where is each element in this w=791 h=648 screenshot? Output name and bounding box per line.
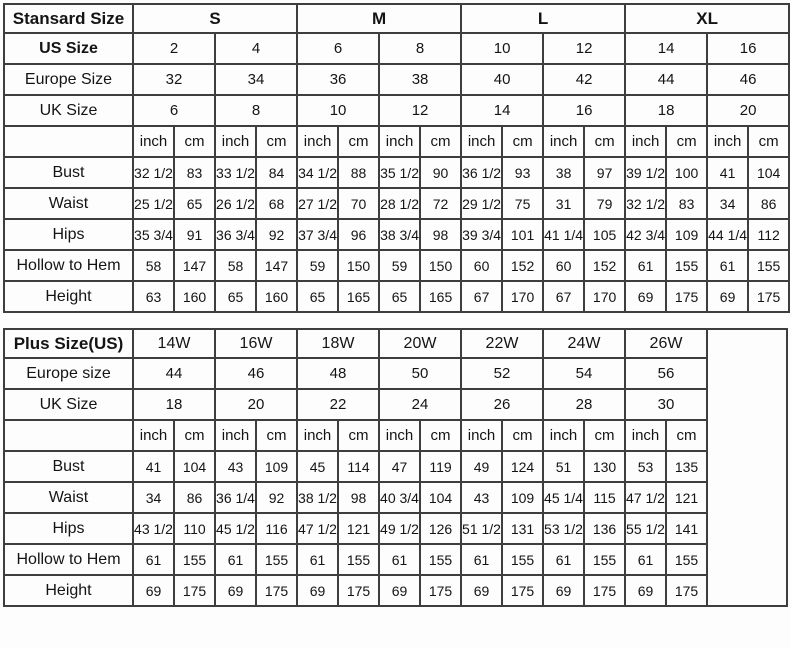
unit-cell: inch <box>297 420 338 451</box>
size-value-cell: 50 <box>379 358 461 389</box>
unit-cell: cm <box>748 126 789 157</box>
size-group-cell: 16W <box>215 329 297 358</box>
measurement-value-cell: 59 <box>297 250 338 281</box>
measurement-value-cell: 72 <box>420 188 461 219</box>
measurement-value-cell: 45 1/4 <box>543 482 584 513</box>
measurement-value-cell: 51 1/2 <box>461 513 502 544</box>
measurement-value-cell: 69 <box>461 575 502 606</box>
measurement-value-cell: 109 <box>666 219 707 250</box>
size-value-cell: 12 <box>543 33 625 64</box>
measurement-value-cell: 96 <box>338 219 379 250</box>
measurement-value-cell: 38 1/2 <box>297 482 338 513</box>
size-value-cell: 42 <box>543 64 625 95</box>
measurement-value-cell: 47 <box>379 451 420 482</box>
size-value-cell: 18 <box>625 95 707 126</box>
measurement-value-cell: 155 <box>338 544 379 575</box>
size-group-cell: 26W <box>625 329 707 358</box>
empty-column-cell <box>707 329 787 606</box>
measurement-value-cell: 160 <box>174 281 215 312</box>
measurement-value-cell: 65 <box>174 188 215 219</box>
size-group-cell: S <box>133 4 297 33</box>
table-row <box>4 482 787 513</box>
measurement-value-cell: 37 3/4 <box>297 219 338 250</box>
measurement-value-cell: 65 <box>215 281 256 312</box>
measurement-value-cell: 175 <box>666 575 707 606</box>
unit-cell: cm <box>174 126 215 157</box>
measurement-value-cell: 69 <box>379 575 420 606</box>
unit-cell: inch <box>215 126 256 157</box>
measurement-value-cell: 36 1/4 <box>215 482 256 513</box>
measurement-value-cell: 121 <box>666 482 707 513</box>
unit-cell: cm <box>666 126 707 157</box>
unit-cell: inch <box>625 126 666 157</box>
measurement-value-cell: 69 <box>625 575 666 606</box>
size-value-cell: 24 <box>379 389 461 420</box>
measurement-value-cell: 43 <box>461 482 502 513</box>
measurement-value-cell: 86 <box>174 482 215 513</box>
measurement-value-cell: 83 <box>174 157 215 188</box>
row-label: US Size <box>4 33 133 64</box>
unit-cell: inch <box>543 420 584 451</box>
measurement-value-cell: 105 <box>584 219 625 250</box>
measurement-value-cell: 29 1/2 <box>461 188 502 219</box>
measurement-value-cell: 175 <box>666 281 707 312</box>
unit-cell: inch <box>461 420 502 451</box>
size-group-cell: 18W <box>297 329 379 358</box>
row-label: Waist <box>4 482 133 513</box>
table-row <box>4 64 789 95</box>
size-value-cell: 46 <box>707 64 789 95</box>
size-value-cell: 30 <box>625 389 707 420</box>
measurement-value-cell: 61 <box>461 544 502 575</box>
measurement-value-cell: 110 <box>174 513 215 544</box>
measurement-value-cell: 92 <box>256 482 297 513</box>
unit-cell: cm <box>584 420 625 451</box>
measurement-value-cell: 175 <box>420 575 461 606</box>
measurement-value-cell: 175 <box>748 281 789 312</box>
measurement-value-cell: 31 <box>543 188 584 219</box>
row-label: Hips <box>4 219 133 250</box>
size-value-cell: 40 <box>461 64 543 95</box>
measurement-value-cell: 41 <box>707 157 748 188</box>
measurement-value-cell: 155 <box>666 544 707 575</box>
measurement-value-cell: 49 <box>461 451 502 482</box>
measurement-value-cell: 61 <box>133 544 174 575</box>
measurement-value-cell: 69 <box>543 575 584 606</box>
table-row <box>4 188 789 219</box>
measurement-value-cell: 59 <box>379 250 420 281</box>
measurement-value-cell: 53 <box>625 451 666 482</box>
unit-cell: cm <box>256 420 297 451</box>
size-group-cell: 22W <box>461 329 543 358</box>
measurement-value-cell: 34 <box>133 482 174 513</box>
unit-cell: cm <box>420 126 461 157</box>
measurement-value-cell: 35 3/4 <box>133 219 174 250</box>
standard-size-table <box>3 3 790 313</box>
measurement-value-cell: 175 <box>338 575 379 606</box>
table-row <box>4 451 787 482</box>
measurement-value-cell: 98 <box>420 219 461 250</box>
measurement-value-cell: 44 1/4 <box>707 219 748 250</box>
measurement-value-cell: 41 <box>133 451 174 482</box>
size-value-cell: 16 <box>707 33 789 64</box>
table-row <box>4 126 789 157</box>
size-value-cell: 10 <box>297 95 379 126</box>
measurement-value-cell: 131 <box>502 513 543 544</box>
size-value-cell: 20 <box>707 95 789 126</box>
measurement-value-cell: 119 <box>420 451 461 482</box>
size-value-cell: 56 <box>625 358 707 389</box>
measurement-value-cell: 104 <box>748 157 789 188</box>
measurement-value-cell: 155 <box>174 544 215 575</box>
table-row <box>4 575 787 606</box>
size-value-cell: 38 <box>379 64 461 95</box>
size-value-cell: 26 <box>461 389 543 420</box>
measurement-value-cell: 83 <box>666 188 707 219</box>
unit-cell: inch <box>707 126 748 157</box>
table-row <box>4 513 787 544</box>
measurement-value-cell: 43 <box>215 451 256 482</box>
size-value-cell: 52 <box>461 358 543 389</box>
measurement-value-cell: 61 <box>625 250 666 281</box>
row-label: Europe Size <box>4 64 133 95</box>
unit-row-spacer <box>4 126 133 157</box>
row-label: Bust <box>4 157 133 188</box>
measurement-value-cell: 55 1/2 <box>625 513 666 544</box>
measurement-value-cell: 67 <box>543 281 584 312</box>
unit-cell: cm <box>256 126 297 157</box>
measurement-value-cell: 36 1/2 <box>461 157 502 188</box>
measurement-value-cell: 70 <box>338 188 379 219</box>
size-group-cell: XL <box>625 4 789 33</box>
measurement-value-cell: 53 1/2 <box>543 513 584 544</box>
measurement-value-cell: 61 <box>379 544 420 575</box>
measurement-value-cell: 152 <box>502 250 543 281</box>
measurement-value-cell: 27 1/2 <box>297 188 338 219</box>
measurement-value-cell: 34 1/2 <box>297 157 338 188</box>
measurement-value-cell: 121 <box>338 513 379 544</box>
size-value-cell: 2 <box>133 33 215 64</box>
unit-cell: inch <box>543 126 584 157</box>
unit-cell: inch <box>133 126 174 157</box>
measurement-value-cell: 98 <box>338 482 379 513</box>
measurement-value-cell: 104 <box>174 451 215 482</box>
measurement-value-cell: 38 <box>543 157 584 188</box>
measurement-value-cell: 175 <box>502 575 543 606</box>
measurement-value-cell: 68 <box>256 188 297 219</box>
measurement-value-cell: 93 <box>502 157 543 188</box>
measurement-value-cell: 47 1/2 <box>625 482 666 513</box>
size-value-cell: 46 <box>215 358 297 389</box>
corner-label: Stansard Size <box>4 4 133 33</box>
measurement-value-cell: 155 <box>584 544 625 575</box>
size-value-cell: 6 <box>133 95 215 126</box>
measurement-value-cell: 65 <box>297 281 338 312</box>
unit-cell: cm <box>502 420 543 451</box>
row-label: Height <box>4 575 133 606</box>
size-value-cell: 22 <box>297 389 379 420</box>
plus-size-table <box>3 328 788 607</box>
measurement-value-cell: 61 <box>707 250 748 281</box>
measurement-value-cell: 41 1/4 <box>543 219 584 250</box>
size-group-cell: 24W <box>543 329 625 358</box>
measurement-value-cell: 126 <box>420 513 461 544</box>
size-group-cell: M <box>297 4 461 33</box>
size-value-cell: 18 <box>133 389 215 420</box>
row-label: UK Size <box>4 95 133 126</box>
measurement-value-cell: 101 <box>502 219 543 250</box>
measurement-value-cell: 136 <box>584 513 625 544</box>
measurement-value-cell: 36 3/4 <box>215 219 256 250</box>
size-value-cell: 32 <box>133 64 215 95</box>
size-value-cell: 54 <box>543 358 625 389</box>
measurement-value-cell: 155 <box>420 544 461 575</box>
row-label: UK Size <box>4 389 133 420</box>
unit-cell: inch <box>297 126 338 157</box>
measurement-value-cell: 42 3/4 <box>625 219 666 250</box>
table-row <box>4 219 789 250</box>
measurement-value-cell: 155 <box>748 250 789 281</box>
measurement-value-cell: 114 <box>338 451 379 482</box>
measurement-value-cell: 109 <box>502 482 543 513</box>
measurement-value-cell: 32 1/2 <box>133 157 174 188</box>
measurement-value-cell: 160 <box>256 281 297 312</box>
measurement-value-cell: 170 <box>502 281 543 312</box>
row-label: Hollow to Hem <box>4 250 133 281</box>
size-value-cell: 36 <box>297 64 379 95</box>
measurement-value-cell: 175 <box>584 575 625 606</box>
size-value-cell: 14 <box>625 33 707 64</box>
measurement-value-cell: 115 <box>584 482 625 513</box>
unit-cell: inch <box>379 420 420 451</box>
table-row <box>4 358 787 389</box>
measurement-value-cell: 51 <box>543 451 584 482</box>
measurement-value-cell: 69 <box>297 575 338 606</box>
size-value-cell: 34 <box>215 64 297 95</box>
measurement-value-cell: 135 <box>666 451 707 482</box>
size-value-cell: 4 <box>215 33 297 64</box>
unit-cell: inch <box>625 420 666 451</box>
measurement-value-cell: 60 <box>543 250 584 281</box>
table-row <box>4 544 787 575</box>
measurement-value-cell: 61 <box>297 544 338 575</box>
measurement-value-cell: 112 <box>748 219 789 250</box>
measurement-value-cell: 155 <box>256 544 297 575</box>
measurement-value-cell: 175 <box>256 575 297 606</box>
measurement-value-cell: 69 <box>215 575 256 606</box>
measurement-value-cell: 49 1/2 <box>379 513 420 544</box>
measurement-value-cell: 63 <box>133 281 174 312</box>
measurement-value-cell: 61 <box>625 544 666 575</box>
measurement-value-cell: 45 <box>297 451 338 482</box>
table-row <box>4 281 789 312</box>
measurement-value-cell: 32 1/2 <box>625 188 666 219</box>
unit-cell: inch <box>215 420 256 451</box>
size-group-cell: 20W <box>379 329 461 358</box>
row-label: Bust <box>4 451 133 482</box>
table-row <box>4 95 789 126</box>
unit-cell: cm <box>174 420 215 451</box>
measurement-value-cell: 141 <box>666 513 707 544</box>
measurement-value-cell: 43 1/2 <box>133 513 174 544</box>
measurement-value-cell: 150 <box>338 250 379 281</box>
table-row <box>4 420 787 451</box>
size-group-cell: L <box>461 4 625 33</box>
size-group-cell: 14W <box>133 329 215 358</box>
size-value-cell: 44 <box>133 358 215 389</box>
size-value-cell: 6 <box>297 33 379 64</box>
measurement-value-cell: 69 <box>707 281 748 312</box>
measurement-value-cell: 58 <box>215 250 256 281</box>
unit-cell: cm <box>502 126 543 157</box>
measurement-value-cell: 147 <box>256 250 297 281</box>
measurement-value-cell: 170 <box>584 281 625 312</box>
measurement-value-cell: 175 <box>174 575 215 606</box>
unit-cell: cm <box>338 126 379 157</box>
table-row <box>4 157 789 188</box>
unit-cell: cm <box>666 420 707 451</box>
measurement-value-cell: 61 <box>215 544 256 575</box>
table-row <box>4 389 787 420</box>
size-value-cell: 48 <box>297 358 379 389</box>
measurement-value-cell: 147 <box>174 250 215 281</box>
size-value-cell: 8 <box>379 33 461 64</box>
size-value-cell: 44 <box>625 64 707 95</box>
measurement-value-cell: 69 <box>133 575 174 606</box>
measurement-value-cell: 109 <box>256 451 297 482</box>
unit-cell: inch <box>133 420 174 451</box>
measurement-value-cell: 26 1/2 <box>215 188 256 219</box>
measurement-value-cell: 150 <box>420 250 461 281</box>
size-value-cell: 10 <box>461 33 543 64</box>
measurement-value-cell: 88 <box>338 157 379 188</box>
measurement-value-cell: 155 <box>502 544 543 575</box>
corner-label: Plus Size(US) <box>4 329 133 358</box>
size-value-cell: 20 <box>215 389 297 420</box>
measurement-value-cell: 35 1/2 <box>379 157 420 188</box>
measurement-value-cell: 60 <box>461 250 502 281</box>
measurement-value-cell: 25 1/2 <box>133 188 174 219</box>
measurement-value-cell: 100 <box>666 157 707 188</box>
size-value-cell: 14 <box>461 95 543 126</box>
measurement-value-cell: 61 <box>543 544 584 575</box>
measurement-value-cell: 152 <box>584 250 625 281</box>
measurement-value-cell: 91 <box>174 219 215 250</box>
measurement-value-cell: 34 <box>707 188 748 219</box>
size-value-cell: 8 <box>215 95 297 126</box>
measurement-value-cell: 86 <box>748 188 789 219</box>
table-row <box>4 33 789 64</box>
measurement-value-cell: 104 <box>420 482 461 513</box>
measurement-value-cell: 28 1/2 <box>379 188 420 219</box>
measurement-value-cell: 75 <box>502 188 543 219</box>
measurement-value-cell: 45 1/2 <box>215 513 256 544</box>
measurement-value-cell: 84 <box>256 157 297 188</box>
unit-cell: cm <box>584 126 625 157</box>
measurement-value-cell: 38 3/4 <box>379 219 420 250</box>
table-row <box>4 250 789 281</box>
row-label: Waist <box>4 188 133 219</box>
measurement-value-cell: 90 <box>420 157 461 188</box>
table-row <box>4 329 787 358</box>
row-label: Hips <box>4 513 133 544</box>
size-value-cell: 28 <box>543 389 625 420</box>
measurement-value-cell: 130 <box>584 451 625 482</box>
measurement-value-cell: 67 <box>461 281 502 312</box>
size-value-cell: 16 <box>543 95 625 126</box>
unit-cell: inch <box>461 126 502 157</box>
unit-cell: cm <box>420 420 461 451</box>
measurement-value-cell: 65 <box>379 281 420 312</box>
row-label: Europe size <box>4 358 133 389</box>
measurement-value-cell: 39 1/2 <box>625 157 666 188</box>
measurement-value-cell: 97 <box>584 157 625 188</box>
row-label: Hollow to Hem <box>4 544 133 575</box>
unit-cell: inch <box>379 126 420 157</box>
measurement-value-cell: 69 <box>625 281 666 312</box>
size-value-cell: 12 <box>379 95 461 126</box>
measurement-value-cell: 124 <box>502 451 543 482</box>
measurement-value-cell: 33 1/2 <box>215 157 256 188</box>
measurement-value-cell: 116 <box>256 513 297 544</box>
measurement-value-cell: 79 <box>584 188 625 219</box>
unit-cell: cm <box>338 420 379 451</box>
measurement-value-cell: 39 3/4 <box>461 219 502 250</box>
row-label: Height <box>4 281 133 312</box>
unit-row-spacer <box>4 420 133 451</box>
measurement-value-cell: 58 <box>133 250 174 281</box>
measurement-value-cell: 47 1/2 <box>297 513 338 544</box>
measurement-value-cell: 40 3/4 <box>379 482 420 513</box>
measurement-value-cell: 165 <box>338 281 379 312</box>
measurement-value-cell: 165 <box>420 281 461 312</box>
table-row <box>4 4 789 33</box>
measurement-value-cell: 155 <box>666 250 707 281</box>
measurement-value-cell: 92 <box>256 219 297 250</box>
